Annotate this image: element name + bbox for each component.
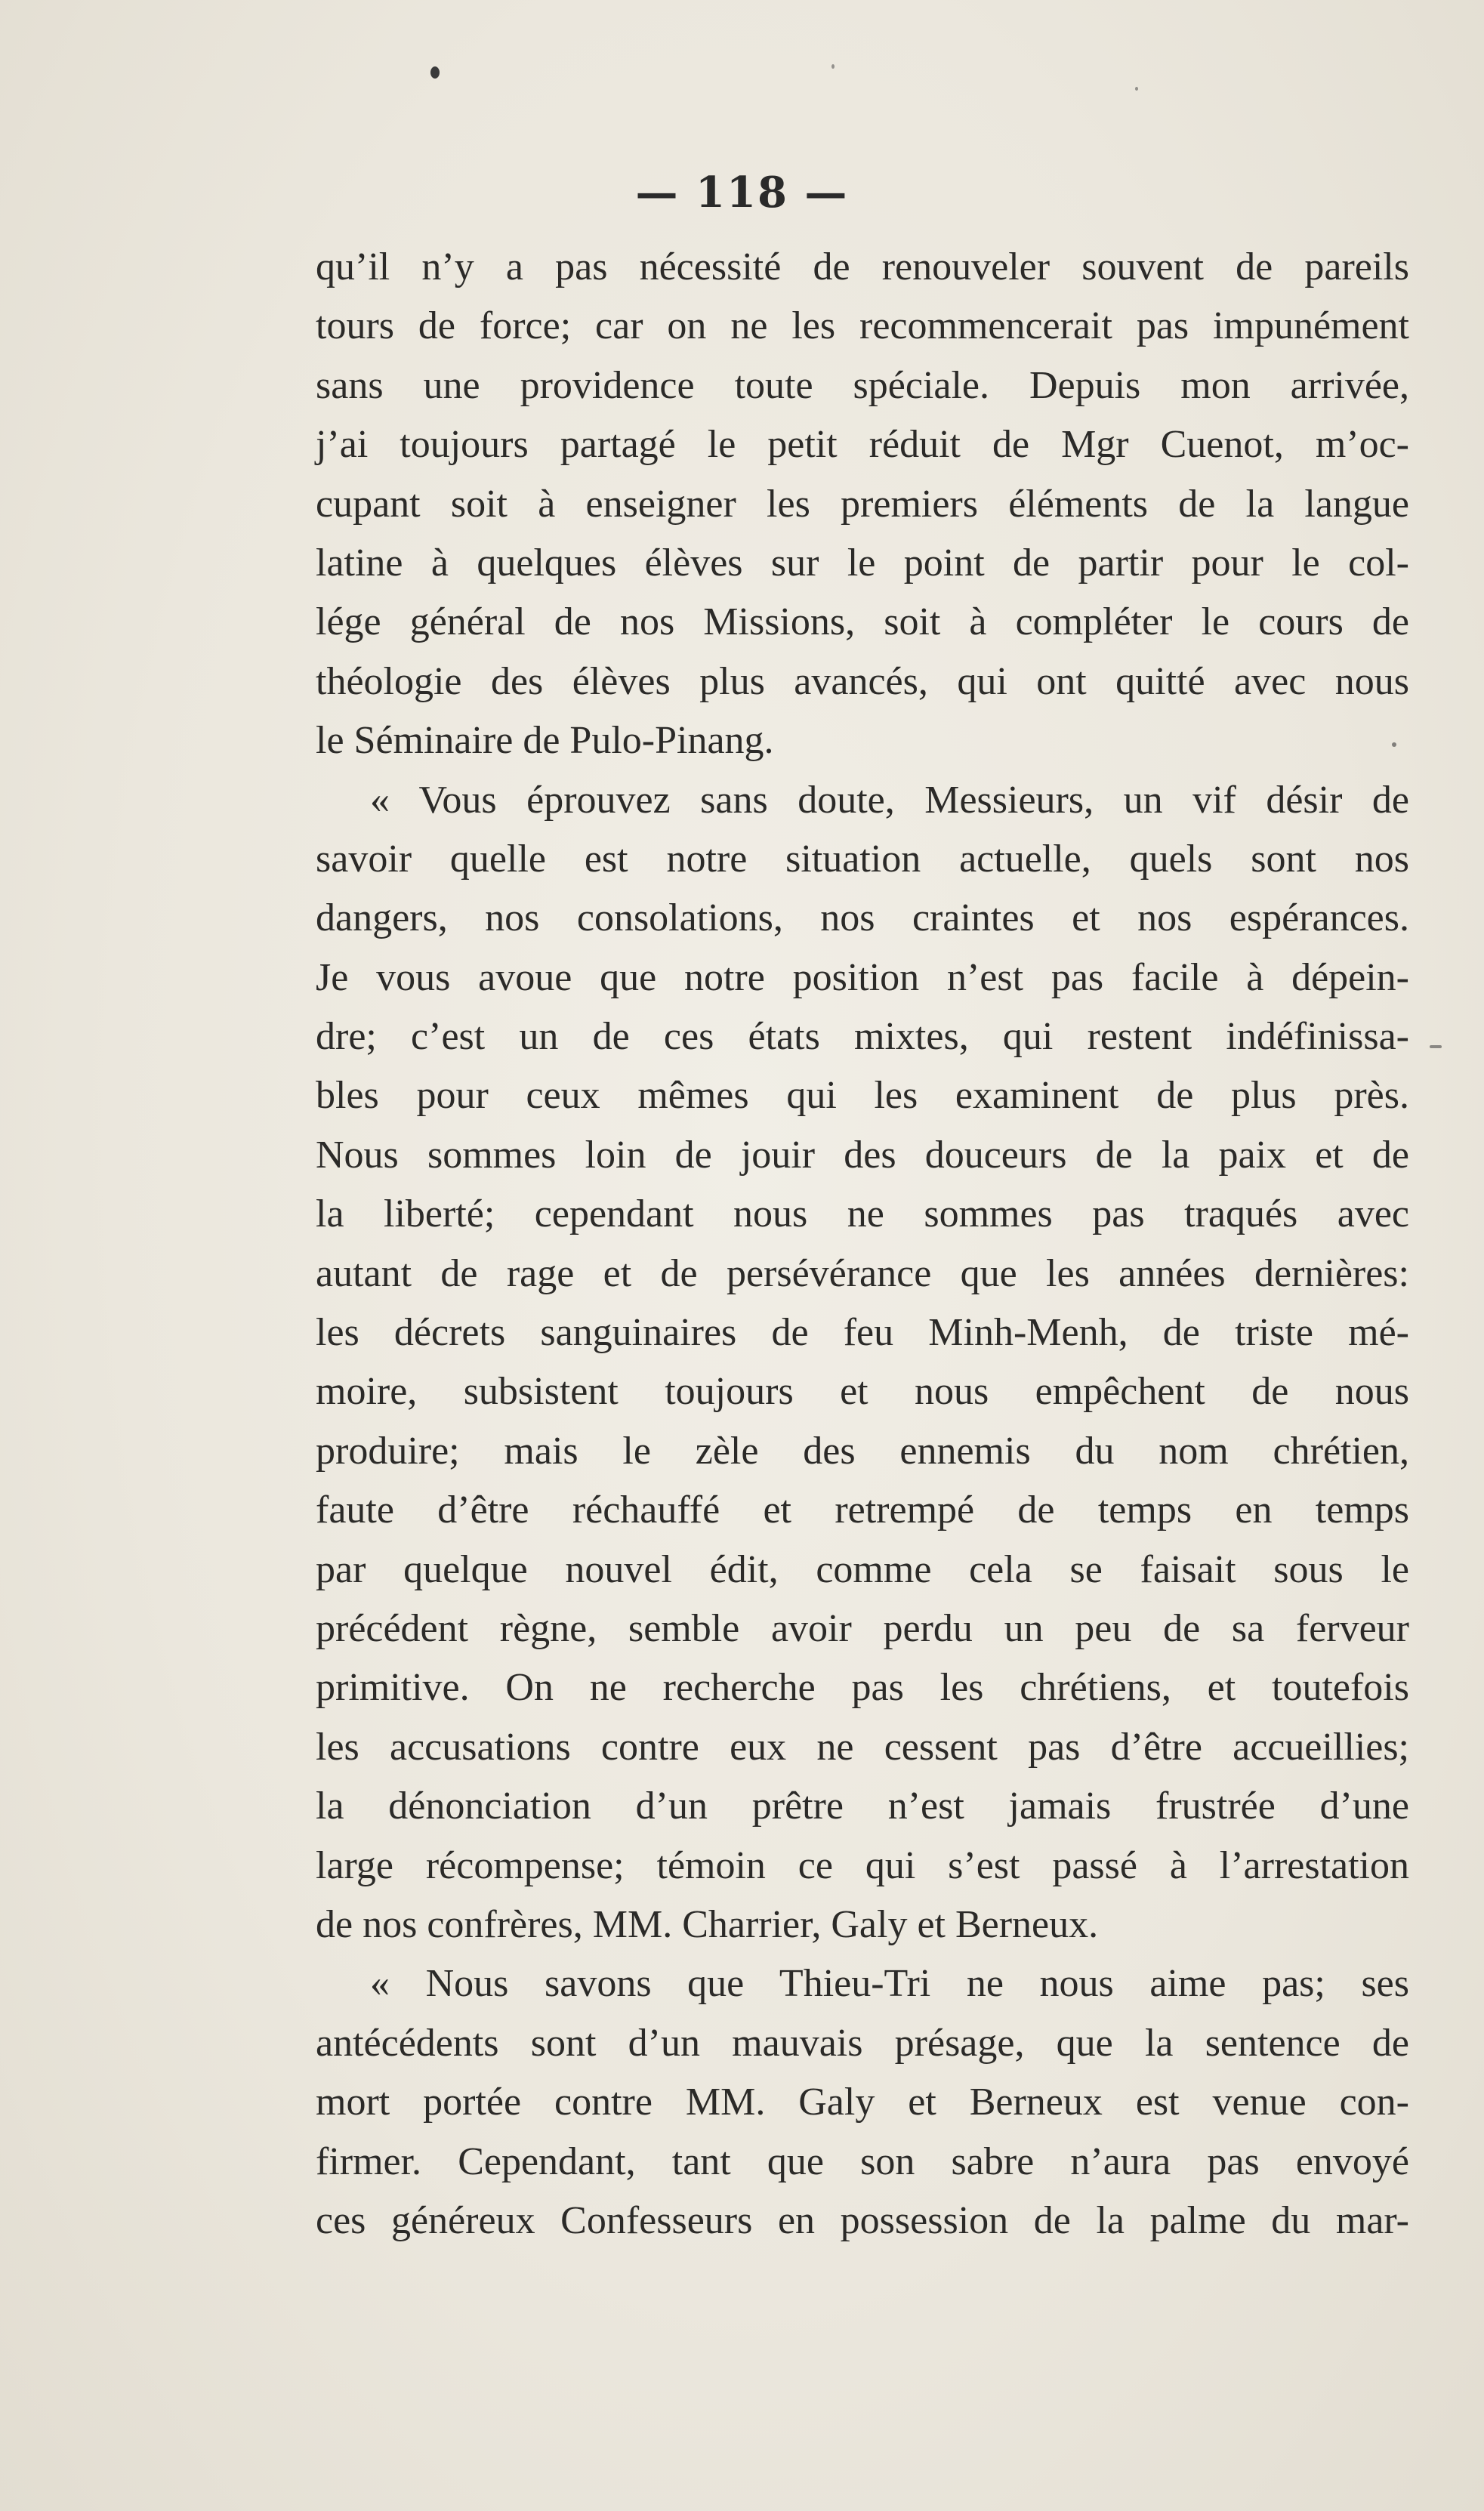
ink-speck	[430, 66, 440, 79]
text-line: Nous sommes loin de jouir des douceurs de la paix et de	[316, 1133, 1409, 1177]
text-line: cupant soit à enseigner les premiers éléments de la langue	[316, 482, 1409, 526]
text-line: sans une providence toute spéciale. Depuis mon arrivée,	[316, 363, 1409, 407]
text-line: antécédents sont d’un mauvais présage, que la sentence de	[316, 2021, 1409, 2065]
text-line: primitive. On ne recherche pas les chrétiens, et toutefois	[316, 1666, 1409, 1710]
text-line: bles pour ceux mêmes qui les examinent de plus près.	[316, 1074, 1409, 1118]
text-line: la liberté; cependant nous ne sommes pas traqués avec	[316, 1192, 1409, 1236]
text-line: les décrets sanguinaires de feu Minh-Menh, de triste mé-	[316, 1311, 1409, 1355]
text-line: latine à quelques élèves sur le point de partir pour le col-	[316, 541, 1409, 585]
text-line: Je vous avoue que notre position n’est pas facile à dépein-	[316, 955, 1409, 999]
ink-speck	[1430, 1045, 1442, 1048]
text-line: « Nous savons que Thieu-Tri ne nous aime pas; ses	[370, 1962, 1409, 2006]
text-line: « Vous éprouvez sans doute, Messieurs, un vif désir de	[370, 778, 1409, 822]
text-line: tours de force; car on ne les recommencerait pas impunément	[316, 304, 1409, 348]
text-line: dangers, nos consolations, nos craintes et nos espérances.	[316, 896, 1409, 940]
text-line: large récompense; témoin ce qui s’est passé à l’arrestation	[316, 1843, 1409, 1887]
text-line: j’ai toujours partagé le petit réduit de Mgr Cuenot, m’oc-	[316, 423, 1409, 467]
text-line: faute d’être réchauffé et retrempé de temps en temps	[316, 1488, 1409, 1532]
text-line: théologie des élèves plus avancés, qui ont quitté avec nous	[316, 659, 1409, 703]
ink-speck	[831, 64, 835, 69]
text-line: par quelque nouvel édit, comme cela se faisait sous le	[316, 1547, 1409, 1591]
text-line: savoir quelle est notre situation actuelle, quels sont nos	[316, 837, 1409, 881]
text-line: de nos confrères, MM. Charrier, Galy et Berneux.	[316, 1902, 1099, 1946]
text-line: moire, subsistent toujours et nous empêchent de nous	[316, 1370, 1409, 1414]
text-line: les accusations contre eux ne cessent pas d’être accueillies;	[316, 1725, 1409, 1769]
ink-speck	[1135, 87, 1138, 91]
text-line: dre; c’est un de ces états mixtes, qui restent indéfinissa-	[316, 1015, 1409, 1059]
text-line: qu’il n’y a pas nécessité de renouveler souvent de pareils	[316, 245, 1409, 288]
text-line: autant de rage et de persévérance que les années dernières:	[316, 1251, 1409, 1295]
page-number: — 118 —	[635, 168, 849, 217]
text-line: ces généreux Confesseurs en possession de la palme du mar-	[316, 2198, 1409, 2242]
text-line: la dénonciation d’un prêtre n’est jamais frustrée d’une	[316, 1785, 1409, 1828]
text-line: produire; mais le zèle des ennemis du nom chrétien,	[316, 1429, 1409, 1473]
text-line: firmer. Cependant, tant que son sabre n’aura pas envoyé	[316, 2139, 1409, 2183]
text-line: le Séminaire de Pulo-Pinang.	[316, 719, 774, 763]
text-line: précédent règne, semble avoir perdu un peu de sa ferveur	[316, 1606, 1409, 1650]
text-line: mort portée contre MM. Galy et Berneux est venue con-	[316, 2081, 1409, 2124]
text-line: lége général de nos Missions, soit à compléter le cours de	[316, 600, 1409, 644]
body-text	[316, 238, 1409, 2250]
